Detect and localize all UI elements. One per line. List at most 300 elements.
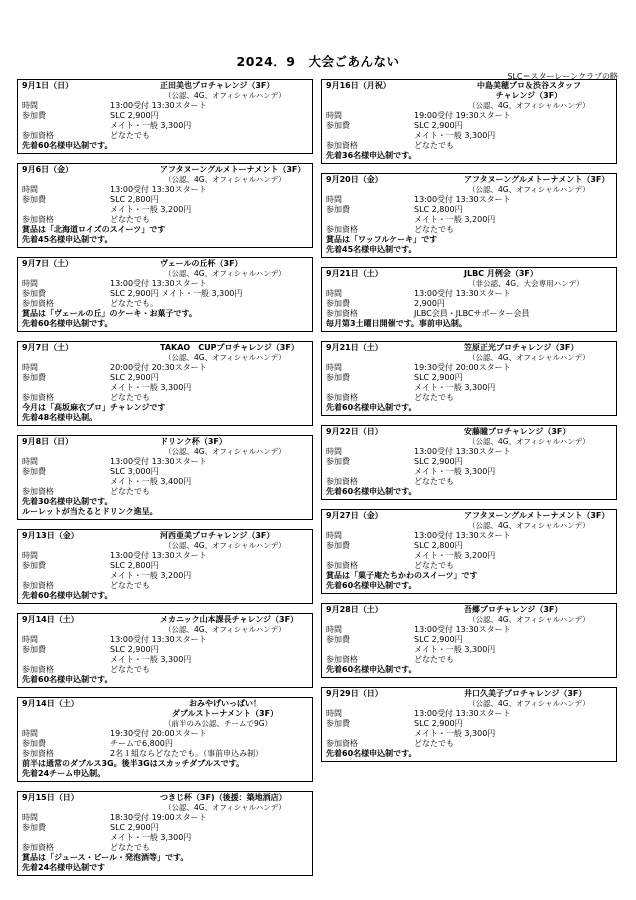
event-detail-row bbox=[326, 383, 612, 393]
event-header bbox=[326, 605, 612, 615]
event-detail-row bbox=[22, 383, 308, 393]
event-name: TAKAO CUPプロチャレンジ（3F） bbox=[160, 343, 299, 352]
event-date: 9月8日（日） bbox=[22, 437, 74, 446]
detail-label: 時間 bbox=[326, 531, 342, 540]
detail-value: メイト・一般 3,200円 bbox=[110, 205, 192, 214]
detail-value: 13:00受付 13:30スタート bbox=[110, 635, 207, 644]
detail-label bbox=[326, 215, 414, 225]
event-header bbox=[22, 165, 308, 175]
detail-value: メイト・一般 3,200円 bbox=[110, 571, 192, 580]
detail-label: 参加資格 bbox=[22, 215, 54, 224]
detail-label: 時間 bbox=[326, 195, 342, 204]
page-title: 2024．9 大会ごあんない bbox=[236, 54, 400, 69]
event-detail-row bbox=[326, 531, 612, 541]
event-header bbox=[326, 427, 612, 437]
event-card bbox=[321, 79, 617, 164]
detail-value: SLC 2,900円 bbox=[110, 823, 159, 832]
event-header bbox=[22, 437, 308, 447]
detail-label: 参加費 bbox=[22, 739, 46, 748]
event-name: アフタヌーングルメトーナメント（3F） bbox=[464, 511, 610, 520]
detail-value: SLC 2,900円 bbox=[110, 111, 159, 120]
event-detail-row bbox=[326, 373, 612, 383]
event-date: 9月6日（金） bbox=[22, 165, 74, 174]
detail-value: 2名１組ならどなたでも。（事前申込み制） bbox=[110, 749, 264, 758]
detail-label bbox=[326, 383, 414, 393]
event-note: 先着30名様申込制です。 bbox=[22, 497, 113, 506]
event-card bbox=[321, 341, 617, 416]
detail-value: どなたでも bbox=[110, 843, 150, 852]
event-detail-row bbox=[22, 645, 308, 655]
event-note: 賞品は「北海道ロイズのスイーツ」です bbox=[22, 225, 166, 234]
event-card bbox=[17, 79, 313, 154]
detail-label: 時間 bbox=[326, 363, 342, 372]
detail-value: SLC 2,900円 bbox=[414, 457, 463, 466]
event-note: 先着60名様申込制です。 bbox=[326, 665, 417, 674]
event-detail-row bbox=[22, 121, 308, 131]
event-date: 9月22日（日） bbox=[326, 427, 383, 436]
event-detail-row bbox=[22, 195, 308, 205]
event-note: 賞品は「菓子庵たちかわのスイーツ」です bbox=[326, 571, 478, 580]
detail-label bbox=[22, 205, 110, 215]
detail-label: 参加費 bbox=[22, 467, 46, 476]
detail-label: 参加資格 bbox=[22, 131, 54, 140]
event-header bbox=[326, 269, 612, 279]
detail-value: 18:30受付 19:00スタート bbox=[110, 813, 207, 822]
detail-label bbox=[326, 645, 414, 655]
event-detail-row bbox=[22, 581, 308, 591]
event-note: 先着48名様申込制。 bbox=[22, 413, 98, 422]
detail-label: 参加資格 bbox=[22, 749, 54, 758]
event-detail-row bbox=[326, 225, 612, 235]
event-name: 安藤瞳プロチャレンジ（3F） bbox=[464, 427, 571, 436]
event-card bbox=[17, 435, 313, 520]
event-detail-row bbox=[22, 561, 308, 571]
detail-label: 参加資格 bbox=[326, 655, 358, 664]
event-note: 先着60名様申込制です。 bbox=[326, 403, 417, 412]
event-detail-row bbox=[326, 625, 612, 635]
event-detail-row bbox=[22, 279, 308, 289]
event-name: アフタヌーングルメトーナメント（3F） bbox=[160, 165, 306, 174]
event-detail-row bbox=[326, 131, 612, 141]
right-column bbox=[321, 79, 617, 771]
detail-value: メイト・一般 3,300円 bbox=[414, 645, 496, 654]
event-certification: （公認、4G、オフィシャルハンデ） bbox=[468, 185, 590, 194]
event-date: 9月15日（日） bbox=[22, 793, 79, 802]
detail-value: 13:00受付 13:30スタート bbox=[414, 289, 511, 298]
detail-value: 13:00受付 13:30スタート bbox=[414, 447, 511, 456]
detail-label bbox=[22, 655, 110, 665]
detail-label: 時間 bbox=[326, 447, 342, 456]
event-detail-row bbox=[22, 205, 308, 215]
event-detail-row bbox=[326, 709, 612, 719]
detail-label bbox=[22, 833, 110, 843]
event-header bbox=[22, 531, 308, 541]
detail-value: SLC 2,900円 bbox=[110, 645, 159, 654]
detail-value: SLC 2,900円 メイト・一般 3,300円 bbox=[110, 289, 243, 298]
detail-value: メイト・一般 3,300円 bbox=[110, 655, 192, 664]
event-detail-row bbox=[326, 477, 612, 487]
detail-label: 時間 bbox=[22, 635, 38, 644]
event-name: メカニック山本課長チャレンジ（3F） bbox=[160, 615, 299, 624]
detail-label: 参加費 bbox=[326, 541, 350, 550]
event-note: ルーレットが当たるとドリンク進呈。 bbox=[22, 507, 158, 516]
detail-label: 参加資格 bbox=[22, 665, 54, 674]
detail-value: JLBC会員・JLBCサポーター会員 bbox=[414, 309, 530, 318]
event-detail-row bbox=[22, 111, 308, 121]
detail-label: 参加費 bbox=[22, 561, 46, 570]
event-name bbox=[142, 699, 308, 719]
detail-value: どなたでも bbox=[110, 487, 150, 496]
event-detail-row bbox=[326, 719, 612, 729]
detail-label: 参加費 bbox=[22, 373, 46, 382]
event-certification: （公認、4G、オフィシャルハンデ） bbox=[164, 353, 286, 362]
event-detail-row bbox=[326, 215, 612, 225]
event-detail-row bbox=[22, 131, 308, 141]
detail-value: 19:30受付 20:00スタート bbox=[110, 729, 207, 738]
detail-label: 参加資格 bbox=[22, 843, 54, 852]
event-certification: （公認、4G、オフィシャルハンデ） bbox=[468, 437, 590, 446]
event-detail-row bbox=[22, 823, 308, 833]
detail-value: どなたでも bbox=[110, 215, 150, 224]
event-detail-row bbox=[326, 729, 612, 739]
event-note: 先着60名様申込制です。 bbox=[22, 675, 113, 684]
event-name: 笠原正光プロチャレンジ（3F） bbox=[464, 343, 579, 352]
event-header bbox=[326, 689, 612, 699]
detail-label: 時間 bbox=[22, 457, 38, 466]
event-card bbox=[321, 603, 617, 678]
event-card bbox=[321, 687, 617, 762]
event-note: 先着60名様申込制です。 bbox=[22, 141, 113, 150]
event-note: 前半は通常のダブルス3G。後半3Gはスカッチダブルスです。 bbox=[22, 759, 245, 768]
event-card bbox=[321, 173, 617, 258]
event-certification: （公認、4G、オフィシャルハンデ） bbox=[468, 101, 590, 110]
event-detail-row bbox=[326, 299, 612, 309]
event-certification: （公認、4G、オフィシャルハンデ） bbox=[468, 521, 590, 530]
detail-label: 参加費 bbox=[326, 121, 350, 130]
detail-label: 時間 bbox=[326, 625, 342, 634]
detail-label: 時間 bbox=[326, 289, 342, 298]
event-detail-row bbox=[22, 843, 308, 853]
event-detail-row bbox=[326, 739, 612, 749]
event-detail-row bbox=[22, 813, 308, 823]
detail-label: 時間 bbox=[22, 813, 38, 822]
detail-value: SLC 3,000円 bbox=[110, 467, 159, 476]
event-header bbox=[22, 793, 308, 803]
event-detail-row bbox=[22, 185, 308, 195]
event-name: 井口久美子プロチャレンジ（3F） bbox=[464, 689, 587, 698]
event-detail-row bbox=[22, 457, 308, 467]
event-certification: （公認、4G、オフィシャルハンデ） bbox=[164, 447, 286, 456]
event-date: 9月7日（土） bbox=[22, 343, 74, 352]
event-date: 9月20日（金） bbox=[326, 175, 383, 184]
detail-value: メイト・一般 3,300円 bbox=[110, 833, 192, 842]
event-detail-row bbox=[326, 195, 612, 205]
detail-value: 13:00受付 13:30スタート bbox=[110, 185, 207, 194]
event-name: 河西亜美プロチャレンジ（3F） bbox=[160, 531, 275, 540]
event-detail-row bbox=[326, 655, 612, 665]
left-column bbox=[17, 79, 313, 885]
detail-value: SLC 2,800円 bbox=[414, 205, 463, 214]
detail-value: SLC 2,900円 bbox=[414, 121, 463, 130]
event-card bbox=[17, 257, 313, 332]
event-name: 吾郷プロチャレンジ（3F） bbox=[464, 605, 563, 614]
detail-label: 参加費 bbox=[22, 289, 46, 298]
event-detail-row bbox=[22, 571, 308, 581]
detail-label: 参加資格 bbox=[22, 487, 54, 496]
event-name: ヴェールの丘杯（3F） bbox=[160, 259, 243, 268]
detail-label bbox=[326, 467, 414, 477]
detail-value: 13:00受付 13:30スタート bbox=[414, 195, 511, 204]
event-detail-row bbox=[22, 289, 308, 299]
detail-label: 時間 bbox=[22, 279, 38, 288]
event-date: 9月21日（土） bbox=[326, 343, 383, 352]
detail-label: 参加費 bbox=[22, 645, 46, 654]
event-detail-row bbox=[326, 561, 612, 571]
event-detail-row bbox=[22, 729, 308, 739]
event-card bbox=[17, 341, 313, 426]
event-header bbox=[326, 343, 612, 353]
event-note: 賞品は「ワッフルケーキ」です bbox=[326, 235, 438, 244]
detail-value: メイト・一般 3,300円 bbox=[110, 121, 192, 130]
event-date: 9月28日（土） bbox=[326, 605, 383, 614]
detail-value: メイト・一般 3,200円 bbox=[414, 551, 496, 560]
detail-value: どなたでも bbox=[414, 655, 454, 664]
event-certification: （公認、4G、オフィシャルハンデ） bbox=[164, 541, 286, 550]
detail-value: どなたでも bbox=[110, 131, 150, 140]
legend-note: SLC＝スターレーンクラブの略 bbox=[507, 72, 618, 81]
event-detail-row bbox=[326, 457, 612, 467]
event-detail-row bbox=[326, 141, 612, 151]
detail-label bbox=[326, 729, 414, 739]
event-date: 9月16日（月祝） bbox=[326, 81, 391, 90]
detail-value: どなたでも bbox=[414, 477, 454, 486]
detail-value: どなたでも bbox=[110, 665, 150, 674]
event-name-line: チャレンジ（3F） bbox=[495, 91, 563, 100]
detail-label: 参加費 bbox=[22, 195, 46, 204]
event-certification: （非公認、4G、大会専用ハンデ） bbox=[468, 279, 584, 288]
detail-value: メイト・一般 3,200円 bbox=[414, 215, 496, 224]
detail-value: どなたでも bbox=[414, 561, 454, 570]
event-name: つきじ杯（3F)（後援：築地酒店） bbox=[160, 793, 287, 802]
event-name-line: 中島美穂プロ＆渋谷スタッフ bbox=[477, 81, 581, 90]
detail-label: 参加資格 bbox=[326, 309, 358, 318]
event-note: 先着60名様申込制です。 bbox=[326, 487, 417, 496]
event-detail-row bbox=[22, 655, 308, 665]
event-card bbox=[17, 163, 313, 248]
detail-label: 参加資格 bbox=[326, 141, 358, 150]
detail-value: どなたでも bbox=[414, 739, 454, 748]
event-card bbox=[17, 697, 313, 782]
detail-label: 参加費 bbox=[326, 373, 350, 382]
detail-value: 19:00受付 19:30スタート bbox=[414, 111, 511, 120]
detail-value: どなたでも。 bbox=[110, 299, 158, 308]
event-note: 賞品は「ジュース・ビール・発泡酒等」です。 bbox=[22, 853, 189, 862]
detail-value: 13:00受付 13:30スタート bbox=[414, 625, 511, 634]
detail-label: 時間 bbox=[326, 111, 342, 120]
event-name-line: おみやげいっぱい！ bbox=[189, 699, 261, 708]
event-note: 賞品は「ヴェールの丘」のケーキ・お菓子です。 bbox=[22, 309, 197, 318]
detail-label bbox=[22, 477, 110, 487]
event-detail-row bbox=[326, 551, 612, 561]
detail-label: 参加費 bbox=[22, 823, 46, 832]
detail-label: 時間 bbox=[22, 729, 38, 738]
detail-label: 参加資格 bbox=[22, 393, 54, 402]
event-certification: （公認、4G、オフィシャルハンデ） bbox=[468, 353, 590, 362]
detail-value: メイト・一般 3,400円 bbox=[110, 477, 192, 486]
event-date: 9月1日（日） bbox=[22, 81, 74, 90]
event-note: 先着60名様申込制です。 bbox=[22, 319, 113, 328]
event-certification: （前半のみ公認、チームで9G） bbox=[164, 719, 273, 728]
detail-label: 時間 bbox=[326, 709, 342, 718]
event-header bbox=[22, 343, 308, 353]
event-header bbox=[22, 699, 308, 719]
event-note: 先着60名様申込制です。 bbox=[326, 749, 417, 758]
event-header bbox=[22, 615, 308, 625]
detail-value: SLC 2,900円 bbox=[414, 635, 463, 644]
detail-value: 20:00受付 20:30スタート bbox=[110, 363, 207, 372]
detail-value: どなたでも bbox=[414, 225, 454, 234]
event-detail-row bbox=[326, 309, 612, 319]
event-detail-row bbox=[22, 833, 308, 843]
detail-value: メイト・一般 3,300円 bbox=[414, 131, 496, 140]
event-detail-row bbox=[22, 393, 308, 403]
event-note: 毎月第3土曜日開催です。事前申込制。 bbox=[326, 319, 467, 328]
detail-label: 参加費 bbox=[326, 299, 350, 308]
event-detail-row bbox=[22, 101, 308, 111]
detail-value: どなたでも bbox=[414, 393, 454, 402]
detail-label: 参加資格 bbox=[22, 581, 54, 590]
detail-label bbox=[326, 131, 414, 141]
detail-label: 参加資格 bbox=[326, 393, 358, 402]
event-card bbox=[321, 267, 617, 332]
detail-value: チームで6,800円 bbox=[110, 739, 173, 748]
detail-value: 13:00受付 13:30スタート bbox=[414, 531, 511, 540]
event-detail-row bbox=[22, 363, 308, 373]
event-detail-row bbox=[326, 635, 612, 645]
event-header bbox=[22, 81, 308, 91]
detail-value: どなたでも bbox=[110, 581, 150, 590]
event-detail-row bbox=[22, 467, 308, 477]
detail-value: 13:00受付 13:30スタート bbox=[110, 551, 207, 560]
detail-value: SLC 2,800円 bbox=[110, 561, 159, 570]
event-note: 先着60名様申込制です。 bbox=[326, 581, 417, 590]
event-detail-row bbox=[22, 299, 308, 309]
event-name: JLBC 月例会（3F） bbox=[464, 269, 538, 278]
detail-label: 参加資格 bbox=[22, 299, 54, 308]
detail-label bbox=[326, 551, 414, 561]
event-detail-row bbox=[22, 665, 308, 675]
detail-label: 時間 bbox=[22, 551, 38, 560]
event-note: 今月は「高坂麻衣プロ」チャレンジです bbox=[22, 403, 166, 412]
event-certification: （公認、4G、オフィシャルハンデ） bbox=[164, 625, 286, 634]
event-note: 先着45名様申込制です。 bbox=[326, 245, 417, 254]
event-date: 9月14日（土） bbox=[22, 699, 79, 708]
event-header bbox=[326, 81, 612, 101]
event-certification: （公認、4G、オフィシャルハンデ） bbox=[164, 91, 286, 100]
event-card bbox=[17, 613, 313, 688]
event-card bbox=[17, 791, 313, 876]
event-note: 先着24名様申込制です bbox=[22, 863, 106, 872]
event-detail-row bbox=[326, 541, 612, 551]
event-card bbox=[17, 529, 313, 604]
detail-value: 13:00受付 13:30スタート bbox=[110, 457, 207, 466]
detail-value: SLC 2,900円 bbox=[414, 719, 463, 728]
detail-label: 時間 bbox=[22, 185, 38, 194]
event-detail-row bbox=[326, 447, 612, 457]
event-detail-row bbox=[326, 467, 612, 477]
event-note: 先着60名様申込制です。 bbox=[22, 591, 113, 600]
event-name: アフタヌーングルメトーナメント（3F） bbox=[464, 175, 610, 184]
detail-label: 参加資格 bbox=[326, 477, 358, 486]
detail-label: 時間 bbox=[22, 363, 38, 372]
event-detail-row bbox=[326, 111, 612, 121]
event-header bbox=[326, 175, 612, 185]
event-date: 9月13日（金） bbox=[22, 531, 79, 540]
detail-value: どなたでも bbox=[110, 393, 150, 402]
event-detail-row bbox=[326, 205, 612, 215]
detail-value: 2,900円 bbox=[414, 299, 445, 308]
event-date: 9月27日（金） bbox=[326, 511, 383, 520]
event-detail-row bbox=[22, 487, 308, 497]
event-note: 先着24チーム申込制。 bbox=[22, 769, 106, 778]
event-name: ドリンク杯（3F） bbox=[160, 437, 227, 446]
detail-value: SLC 2,800円 bbox=[110, 195, 159, 204]
detail-value: SLC 2,900円 bbox=[414, 373, 463, 382]
detail-value: 13:00受付 13:30スタート bbox=[110, 279, 207, 288]
event-certification: （公認、4G、オフィシャルハンデ） bbox=[164, 175, 286, 184]
detail-value: SLC 2,900円 bbox=[110, 373, 159, 382]
detail-value: 13:00受付 13:30スタート bbox=[414, 709, 511, 718]
event-certification: （公認、4G、オフィシャルハンデ） bbox=[164, 269, 286, 278]
detail-label: 参加資格 bbox=[326, 739, 358, 748]
event-detail-row bbox=[326, 393, 612, 403]
detail-label: 参加費 bbox=[22, 111, 46, 120]
event-detail-row bbox=[326, 289, 612, 299]
detail-value: メイト・一般 3,300円 bbox=[414, 383, 496, 392]
event-note: 先着45名様申込制です。 bbox=[22, 235, 113, 244]
event-header bbox=[326, 511, 612, 521]
detail-value: SLC 2,800円 bbox=[414, 541, 463, 550]
event-card bbox=[321, 509, 617, 594]
event-date: 9月21日（土） bbox=[326, 269, 383, 278]
detail-value: メイト・一般 3,300円 bbox=[110, 383, 192, 392]
event-header bbox=[22, 259, 308, 269]
event-note: 先着36名様申込制です。 bbox=[326, 151, 417, 160]
detail-label: 参加費 bbox=[326, 635, 350, 644]
event-certification: （公認、4G、オフィシャルハンデ） bbox=[164, 803, 286, 812]
event-name-line: ダブルストーナメント（3F） bbox=[171, 709, 279, 718]
detail-label: 参加費 bbox=[326, 457, 350, 466]
detail-label bbox=[22, 383, 110, 393]
event-date: 9月29日（日） bbox=[326, 689, 383, 698]
detail-label: 参加費 bbox=[326, 719, 350, 728]
event-detail-row bbox=[326, 363, 612, 373]
detail-label: 時間 bbox=[22, 101, 38, 110]
detail-value: 13:00受付 13:30スタート bbox=[110, 101, 207, 110]
detail-label: 参加費 bbox=[326, 205, 350, 214]
event-detail-row bbox=[22, 749, 308, 759]
detail-label bbox=[22, 571, 110, 581]
event-date: 9月7日（土） bbox=[22, 259, 74, 268]
event-detail-row bbox=[326, 645, 612, 655]
event-name: 正田美也プロチャレンジ（3F） bbox=[160, 81, 275, 90]
detail-value: 19:30受付 20:00スタート bbox=[414, 363, 511, 372]
detail-label: 参加資格 bbox=[326, 561, 358, 570]
event-detail-row bbox=[326, 121, 612, 131]
detail-value: どなたでも bbox=[414, 141, 454, 150]
event-detail-row bbox=[22, 215, 308, 225]
event-detail-row bbox=[22, 635, 308, 645]
